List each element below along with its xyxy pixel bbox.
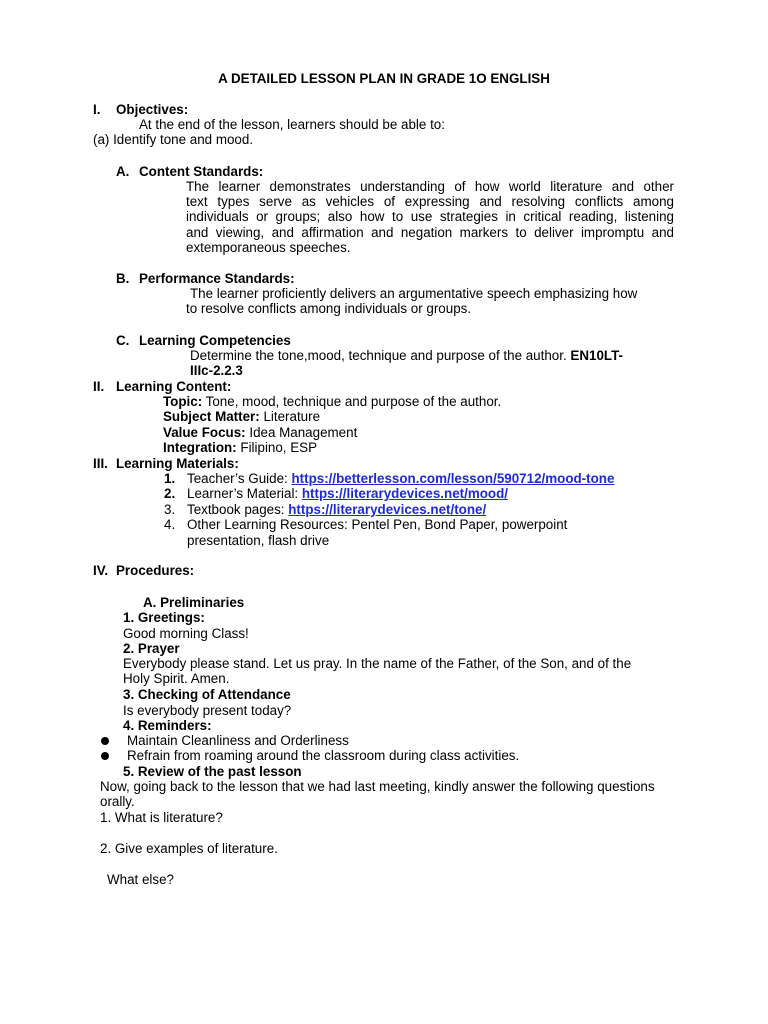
attendance-text: Is everybody present today?	[123, 703, 292, 718]
material-number: 3.	[164, 502, 176, 517]
integration-value: Filipino, ESP	[240, 440, 318, 455]
subject-matter-value: Literature	[263, 409, 321, 424]
greetings-heading: 1. Greetings:	[123, 610, 205, 625]
learning-competencies-text	[190, 348, 623, 363]
material-number: 2.	[164, 486, 176, 501]
objectives-heading: Objectives:	[116, 102, 189, 117]
greetings-text: Good morning Class!	[123, 626, 249, 641]
topic-value: Tone, mood, technique and purpose of the author.	[205, 394, 502, 409]
reminder-item: Maintain Cleanliness and Orderliness	[127, 733, 349, 748]
section-number-learning-content: II.	[93, 379, 105, 394]
material-other-resources: Other Learning Resources: Pentel Pen, Bond Paper, powerpoint	[187, 517, 568, 532]
attendance-heading: 3. Checking of Attendance	[123, 687, 291, 702]
reminder-item: Refrain from roaming around the classroom during class activities.	[127, 748, 520, 763]
material-number: 1.	[164, 471, 176, 486]
prayer-text-continued: Holy Spirit. Amen.	[123, 671, 230, 686]
learning-materials-heading: Learning Materials:	[116, 456, 239, 471]
learning-competencies-letter: C.	[116, 333, 130, 348]
review-text: Now, going back to the lesson that we had last meeting, kindly answer the following questions	[100, 779, 655, 794]
content-standards-line: and viewing, and affirmation and negation markers to deliver impromptu and	[186, 225, 674, 240]
content-standards-line: individuals or groups; also how to use strategies in critical reading, listening	[186, 209, 674, 224]
objective-item: (a) Identify tone and mood.	[93, 132, 254, 147]
competency-code-continued: IIIc-2.2.3	[190, 363, 243, 378]
content-standards-line: text types serve as vehicles of expressing and resolving conflicts among	[186, 194, 674, 209]
performance-standards-line: to resolve conflicts among individuals or groups.	[186, 301, 472, 316]
performance-standards-letter: B.	[116, 271, 130, 286]
page-title: A DETAILED LESSON PLAN IN GRADE 1O ENGLISH	[218, 71, 550, 86]
prayer-heading: 2. Prayer	[123, 641, 180, 656]
bullet-icon	[101, 737, 109, 745]
content-standards-heading: Content Standards:	[139, 164, 264, 179]
competency-code: EN10LT-	[570, 348, 624, 363]
material-learners-material	[187, 486, 508, 501]
learning-competencies-heading: Learning Competencies	[139, 333, 291, 348]
procedures-heading: Procedures:	[116, 563, 195, 578]
review-heading: 5. Review of the past lesson	[123, 764, 302, 779]
material-label: Teacher’s Guide:	[187, 471, 292, 486]
topic-label: Topic:	[163, 394, 203, 409]
performance-standards-line: The learner proficiently delivers an argumentative speech emphasizing how	[190, 286, 638, 301]
content-standards-line: The learner demonstrates understanding of how world literature and other	[186, 179, 674, 194]
learning-content-heading: Learning Content:	[116, 379, 232, 394]
preliminaries-heading: A. Preliminaries	[143, 595, 245, 610]
material-textbook-pages	[187, 502, 486, 517]
textbook-pages-link[interactable]: https://literarydevices.net/tone/	[288, 502, 487, 517]
teachers-guide-link[interactable]: https://betterlesson.com/lesson/590712/mood-tone	[291, 471, 615, 486]
section-number-procedures: IV.	[93, 563, 109, 578]
section-number-objectives: I.	[93, 102, 101, 117]
subject-matter-label: Subject Matter:	[163, 409, 260, 424]
value-focus-label: Value Focus:	[163, 425, 246, 440]
review-question: 1. What is literature?	[100, 810, 223, 825]
material-other-resources-continued: presentation, flash drive	[187, 533, 330, 548]
topic-line	[163, 394, 501, 409]
reminders-heading: 4. Reminders:	[123, 718, 212, 733]
subject-matter-line	[163, 409, 320, 424]
section-number-learning-materials: III.	[93, 456, 108, 471]
material-number: 4.	[164, 517, 176, 532]
material-label: Learner’s Material:	[187, 486, 302, 501]
objectives-intro: At the end of the lesson, learners should be able to:	[139, 117, 445, 132]
value-focus-line	[163, 425, 357, 440]
material-teachers-guide	[187, 471, 614, 486]
learners-material-link[interactable]: https://literarydevices.net/mood/	[301, 486, 508, 501]
integration-label: Integration:	[163, 440, 237, 455]
material-label: Textbook pages:	[187, 502, 289, 517]
performance-standards-heading: Performance Standards:	[139, 271, 295, 286]
content-standards-line: extemporaneous speeches.	[186, 240, 351, 255]
review-question: 2. Give examples of literature.	[100, 841, 278, 856]
competency-text: Determine the tone,mood, technique and purpose of the author.	[190, 348, 567, 363]
review-question: What else?	[107, 872, 174, 887]
review-text-continued: orally.	[100, 794, 135, 809]
bullet-icon	[101, 752, 109, 760]
content-standards-letter: A.	[116, 164, 130, 179]
prayer-text: Everybody please stand. Let us pray. In the name of the Father, of the Son, and of the	[123, 656, 632, 671]
value-focus-value: Idea Management	[249, 425, 358, 440]
integration-line	[163, 440, 317, 455]
